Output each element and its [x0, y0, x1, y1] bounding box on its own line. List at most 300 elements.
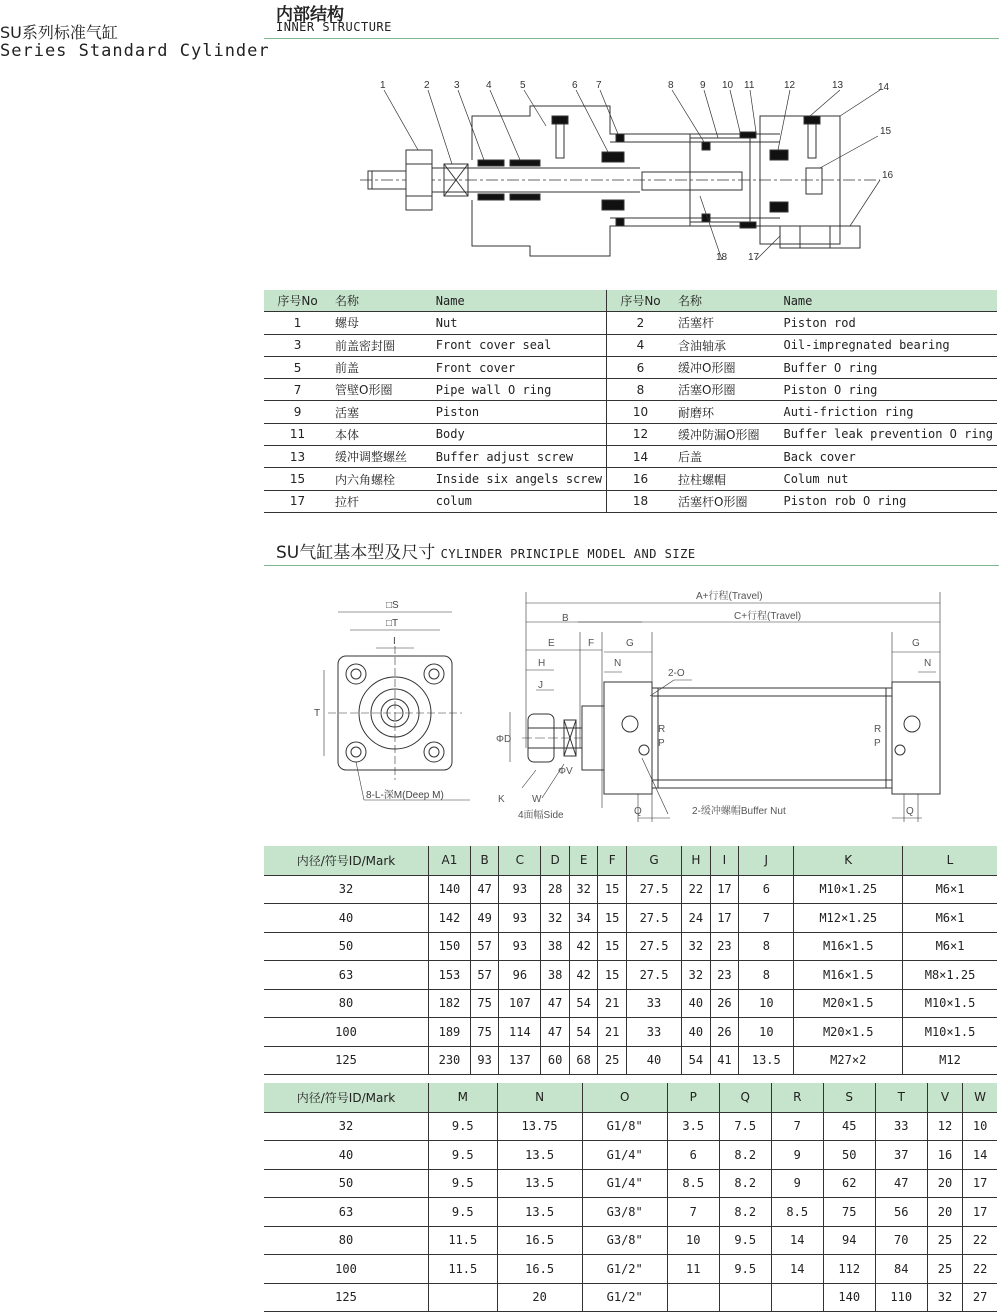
dims-value-cell: 33 [626, 989, 681, 1018]
dims-value-cell: 47 [541, 1018, 570, 1047]
dims-header-cell: D [541, 846, 570, 875]
inner-structure-title: 内部结构 [276, 5, 344, 25]
dimension-table-2 [264, 1083, 997, 1312]
dims-value-cell: 54 [569, 989, 598, 1018]
dims-value-cell: 70 [875, 1226, 927, 1255]
dims-value-cell: 42 [569, 932, 598, 961]
dims-row [264, 875, 997, 904]
part-number: 8 [606, 379, 674, 401]
dims-header-cell: S [823, 1083, 875, 1112]
dims-value-cell: 21 [598, 989, 627, 1018]
dims-value-cell: 10 [739, 989, 794, 1018]
callout-1: 1 [380, 80, 386, 91]
header-no: 序号No [606, 290, 674, 312]
bore-id-cell: 63 [264, 1198, 429, 1227]
dims-value-cell: 7.5 [719, 1112, 771, 1141]
part-number: 6 [606, 356, 674, 378]
dims-header-cell: K [794, 846, 903, 875]
dims-value-cell: 38 [541, 961, 570, 990]
bore-id-cell: 100 [264, 1018, 429, 1047]
label-P2: P [874, 738, 881, 749]
dims-row [264, 1018, 997, 1047]
dims-value-cell: 110 [875, 1283, 927, 1312]
callout-9: 9 [700, 80, 706, 91]
dims-value-cell: 8 [739, 932, 794, 961]
dims-value-cell: 25 [927, 1255, 962, 1284]
dims-value-cell: 107 [499, 989, 541, 1018]
part-name-en: Body [432, 423, 607, 445]
part-name-en: Colum nut [779, 468, 997, 490]
dims-value-cell: 15 [598, 904, 627, 933]
part-number: 11 [264, 423, 331, 445]
dims-value-cell: 14 [963, 1141, 997, 1170]
bore-id-cell: 63 [264, 961, 429, 990]
part-name-en: Back cover [779, 446, 997, 468]
part-number: 17 [264, 490, 331, 512]
dims-header-cell: W [963, 1083, 997, 1112]
part-name-en: Piston [432, 401, 607, 423]
part-name-en: Piston O ring [779, 379, 997, 401]
model-title-cn: SU气缸基本型及尺寸 [276, 543, 436, 563]
part-name-en: Piston rob O ring [779, 490, 997, 512]
dims-value-cell: 25 [927, 1226, 962, 1255]
dims-header-cell: B [470, 846, 499, 875]
dims-value-cell: 8.5 [667, 1169, 719, 1198]
callout-4: 4 [486, 80, 492, 91]
dims-header-cell: T [875, 1083, 927, 1112]
dims-header-cell: A1 [429, 846, 471, 875]
dims-value-cell: M6×1 [903, 932, 997, 961]
dims-value-cell: 142 [429, 904, 471, 933]
dims-value-cell: 32 [682, 961, 711, 990]
dims-value-cell: 15 [598, 875, 627, 904]
label-J: J [538, 680, 543, 691]
part-name-en: Front cover [432, 356, 607, 378]
dims-value-cell: 93 [499, 875, 541, 904]
inner-structure-diagram [360, 76, 920, 272]
part-name-cn: 内六角螺栓 [331, 468, 432, 490]
dims-header-cell: I [710, 846, 739, 875]
dims-header-cell: J [739, 846, 794, 875]
dims-value-cell: 9 [771, 1169, 823, 1198]
label-C-travel: C+行程(Travel) [734, 611, 802, 622]
dims-value-cell: 6 [739, 875, 794, 904]
part-number: 18 [606, 490, 674, 512]
callout-3: 3 [454, 80, 460, 91]
dims-value-cell: 7 [739, 904, 794, 933]
dims-value-cell: M16×1.5 [794, 932, 903, 961]
part-name-en: colum [432, 490, 607, 512]
callout-numbers [380, 80, 894, 263]
dims-value-cell: G1/8" [582, 1112, 667, 1141]
dims-row [264, 1112, 997, 1141]
label-R2: R [874, 724, 882, 735]
dims-value-cell: 11 [667, 1255, 719, 1284]
dims-header-cell: Q [719, 1083, 771, 1112]
dims-value-cell: 27.5 [626, 961, 681, 990]
part-name-cn: 活塞杆 [674, 312, 779, 334]
dims-value-cell: 50 [823, 1141, 875, 1170]
part-name-en: Pipe wall O ring [432, 379, 607, 401]
dims-value-cell: 26 [710, 1018, 739, 1047]
callout-8: 8 [668, 80, 674, 91]
part-name-cn: 活塞O形圈 [674, 379, 779, 401]
part-name-cn: 缓冲防漏O形圈 [674, 423, 779, 445]
dims-value-cell: 189 [429, 1018, 471, 1047]
header-en: Name [432, 290, 607, 312]
dims-value-cell: G1/4" [582, 1141, 667, 1170]
dims-value-cell: 140 [823, 1283, 875, 1312]
part-number: 16 [606, 468, 674, 490]
dims-value-cell: M27×2 [794, 1046, 903, 1075]
part-number: 2 [606, 312, 674, 334]
dims-row [264, 1226, 997, 1255]
parts-row [264, 379, 997, 401]
dims-header-cell: 内径/符号ID/Mark [264, 1083, 429, 1112]
bore-id-cell: 80 [264, 1226, 429, 1255]
dims-value-cell: 27.5 [626, 932, 681, 961]
dims-value-cell: 32 [569, 875, 598, 904]
header-no: 序号No [264, 290, 331, 312]
dims-value-cell: G1/2" [582, 1283, 667, 1312]
side-view-diagram [492, 588, 948, 828]
dims-value-cell: 13.5 [497, 1169, 582, 1198]
parts-row [264, 468, 997, 490]
dims-value-cell: 47 [875, 1169, 927, 1198]
dims-value-cell: 47 [541, 989, 570, 1018]
dims-value-cell: 47 [470, 875, 499, 904]
part-name-cn: 缓冲调整螺丝 [331, 446, 432, 468]
dims-value-cell: M8×1.25 [903, 961, 997, 990]
dims-value-cell: M12×1.25 [794, 904, 903, 933]
part-name-en: Nut [432, 312, 607, 334]
dims-value-cell: G3/8" [582, 1198, 667, 1227]
part-name-cn: 拉杆 [331, 490, 432, 512]
dims-value-cell: 8.2 [719, 1141, 771, 1170]
dims-header-cell: R [771, 1083, 823, 1112]
dims-value-cell: 27.5 [626, 875, 681, 904]
dims-value-cell: 40 [682, 1018, 711, 1047]
dims-value-cell: 33 [875, 1112, 927, 1141]
dims-value-cell: M6×1 [903, 875, 997, 904]
dims-value-cell: G1/2" [582, 1255, 667, 1284]
callout-6: 6 [572, 80, 578, 91]
part-number: 15 [264, 468, 331, 490]
dims-header-cell: H [682, 846, 711, 875]
bore-id-cell: 50 [264, 1169, 429, 1198]
dims-value-cell: 84 [875, 1255, 927, 1284]
parts-row [264, 356, 997, 378]
dims-header-cell: G [626, 846, 681, 875]
dims-value-cell: 32 [927, 1283, 962, 1312]
dims-value-cell: 10 [739, 1018, 794, 1047]
parts-row [264, 490, 997, 512]
part-number: 9 [264, 401, 331, 423]
parts-row [264, 401, 997, 423]
dims-value-cell: 27.5 [626, 904, 681, 933]
dims-value-cell [429, 1283, 498, 1312]
header-en: Name [779, 290, 997, 312]
part-name-cn: 缓冲O形圈 [674, 356, 779, 378]
label-Q: Q [634, 806, 642, 817]
dims-value-cell: 94 [823, 1226, 875, 1255]
dims-value-cell: 23 [710, 932, 739, 961]
callout-7: 7 [596, 80, 602, 91]
dims-value-cell: 26 [710, 989, 739, 1018]
label-N: N [614, 658, 622, 669]
dims-value-cell: 17 [710, 904, 739, 933]
dims-value-cell: 9.5 [719, 1226, 771, 1255]
dims-value-cell: M20×1.5 [794, 989, 903, 1018]
part-name-cn: 拉柱螺帽 [674, 468, 779, 490]
part-name-en: Buffer adjust screw [432, 446, 607, 468]
dims-value-cell: 75 [470, 989, 499, 1018]
dims-value-cell: 15 [598, 932, 627, 961]
callout-15: 15 [880, 126, 892, 137]
dims-value-cell: G1/4" [582, 1169, 667, 1198]
dims-value-cell: 42 [569, 961, 598, 990]
dims-header-row [264, 1083, 997, 1112]
part-number: 13 [264, 446, 331, 468]
dims-value-cell: 28 [541, 875, 570, 904]
dims-value-cell: 17 [963, 1169, 997, 1198]
bore-id-cell: 32 [264, 1112, 429, 1141]
dims-value-cell: 49 [470, 904, 499, 933]
part-name-en: Buffer O ring [779, 356, 997, 378]
part-number: 12 [606, 423, 674, 445]
part-name-cn: 活塞杆O形圈 [674, 490, 779, 512]
dims-value-cell: 45 [823, 1112, 875, 1141]
dims-value-cell: 14 [771, 1255, 823, 1284]
label-A-travel: A+行程(Travel) [696, 591, 763, 602]
bore-id-cell: 125 [264, 1046, 429, 1075]
label-G: G [626, 638, 634, 649]
parts-row [264, 312, 997, 334]
dims-value-cell: 137 [499, 1046, 541, 1075]
dims-row [264, 1255, 997, 1284]
part-name-cn: 含油轴承 [674, 334, 779, 356]
dims-value-cell: 14 [771, 1226, 823, 1255]
label-deep: 8-L-深M(Deep M) [366, 790, 444, 801]
dims-value-cell: 7 [771, 1112, 823, 1141]
model-title-en: CYLINDER PRINCIPLE MODEL AND SIZE [440, 547, 696, 561]
dims-value-cell: 16.5 [497, 1255, 582, 1284]
dims-value-cell: 15 [598, 961, 627, 990]
dims-row [264, 1283, 997, 1312]
dims-value-cell: 16.5 [497, 1226, 582, 1255]
dims-value-cell: 16 [927, 1141, 962, 1170]
label-B: B [562, 613, 569, 624]
bore-id-cell: 50 [264, 932, 429, 961]
dims-row [264, 1141, 997, 1170]
dims-value-cell: 41 [710, 1046, 739, 1075]
callout-16: 16 [882, 170, 894, 181]
dims-value-cell: 32 [682, 932, 711, 961]
part-name-cn: 管壁O形圈 [331, 379, 432, 401]
part-number: 4 [606, 334, 674, 356]
label-I: I [393, 636, 396, 647]
dims-value-cell: 17 [963, 1198, 997, 1227]
dims-value-cell: 33 [626, 1018, 681, 1047]
dims-value-cell: 40 [682, 989, 711, 1018]
model-title [276, 538, 696, 563]
label-R: R [658, 724, 666, 735]
dims-value-cell: 13.75 [497, 1112, 582, 1141]
dims-value-cell: 75 [470, 1018, 499, 1047]
header-cn: 名称 [674, 290, 779, 312]
inner-structure-subtitle: INNER STRUCTURE [276, 20, 392, 34]
dims-header-cell: O [582, 1083, 667, 1112]
dims-header-cell: M [429, 1083, 498, 1112]
label-P: P [658, 738, 665, 749]
bore-id-cell: 32 [264, 875, 429, 904]
label-side: 4面幅Side [518, 810, 564, 821]
bore-id-cell: 80 [264, 989, 429, 1018]
dims-value-cell: 23 [710, 961, 739, 990]
dims-row [264, 1198, 997, 1227]
dims-value-cell: 230 [429, 1046, 471, 1075]
dims-value-cell: 9.5 [719, 1255, 771, 1284]
parts-row [264, 446, 997, 468]
dims-value-cell: 57 [470, 932, 499, 961]
part-name-cn: 前盖密封圈 [331, 334, 432, 356]
label-2-O: 2-O [668, 668, 685, 679]
dims-value-cell: 150 [429, 932, 471, 961]
dims-value-cell: 8 [739, 961, 794, 990]
dims-value-cell: 3.5 [667, 1112, 719, 1141]
dims-value-cell: 12 [927, 1112, 962, 1141]
dims-value-cell: M12 [903, 1046, 997, 1075]
dims-value-cell [667, 1283, 719, 1312]
dims-value-cell: M6×1 [903, 904, 997, 933]
dims-row [264, 904, 997, 933]
part-number: 5 [264, 356, 331, 378]
part-name-cn: 耐磨环 [674, 401, 779, 423]
dims-value-cell: 93 [470, 1046, 499, 1075]
callout-18: 18 [716, 252, 728, 263]
part-name-en: Auti-friction ring [779, 401, 997, 423]
dims-value-cell: 22 [682, 875, 711, 904]
dims-value-cell: 96 [499, 961, 541, 990]
dims-value-cell: 17 [710, 875, 739, 904]
dims-value-cell: 22 [963, 1226, 997, 1255]
dims-row [264, 989, 997, 1018]
dims-value-cell: 10 [963, 1112, 997, 1141]
callout-11: 11 [744, 80, 755, 91]
series-title-cn: SU系列标准气缸 [0, 23, 118, 42]
dims-value-cell: 62 [823, 1169, 875, 1198]
dims-header-cell: N [497, 1083, 582, 1112]
label-V: ΦV [558, 766, 573, 777]
dims-value-cell: 20 [927, 1169, 962, 1198]
dims-value-cell: 20 [497, 1283, 582, 1312]
part-number: 10 [606, 401, 674, 423]
dims-value-cell: 11.5 [429, 1226, 498, 1255]
dims-value-cell: 93 [499, 904, 541, 933]
dims-value-cell: 13.5 [497, 1198, 582, 1227]
dims-value-cell: 13.5 [497, 1141, 582, 1170]
parts-row [264, 423, 997, 445]
dims-value-cell: 9.5 [429, 1198, 498, 1227]
parts-row [264, 334, 997, 356]
part-number: 3 [264, 334, 331, 356]
label-E: E [548, 638, 555, 649]
series-title-en: Series Standard Cylinder [0, 41, 270, 61]
label-Q2: Q [906, 806, 914, 817]
dims-value-cell: 9.5 [429, 1112, 498, 1141]
dims-value-cell: 9.5 [429, 1141, 498, 1170]
dims-value-cell: 56 [875, 1198, 927, 1227]
dims-value-cell: 21 [598, 1018, 627, 1047]
dims-header-cell: 内径/符号ID/Mark [264, 846, 429, 875]
dims-row [264, 961, 997, 990]
dimension-table-1 [264, 846, 997, 1075]
dims-row [264, 1169, 997, 1198]
dims-header-cell: L [903, 846, 997, 875]
part-name-cn: 活塞 [331, 401, 432, 423]
dims-value-cell: 140 [429, 875, 471, 904]
dims-value-cell: 38 [541, 932, 570, 961]
dims-value-cell: 54 [682, 1046, 711, 1075]
label-K: K [498, 794, 505, 805]
dims-value-cell: 6 [667, 1141, 719, 1170]
part-name-en: Inside six angels screw [432, 468, 607, 490]
callout-2: 2 [424, 80, 430, 91]
label-buffer-nut: 2-缓冲螺帽Buffer Nut [692, 806, 786, 817]
dims-value-cell: 93 [499, 932, 541, 961]
dims-value-cell: 9 [771, 1141, 823, 1170]
dims-value-cell [719, 1283, 771, 1312]
dims-value-cell [771, 1283, 823, 1312]
dims-value-cell: M10×1.25 [794, 875, 903, 904]
dims-value-cell: 10 [667, 1226, 719, 1255]
bore-id-cell: 100 [264, 1255, 429, 1284]
part-number: 7 [264, 379, 331, 401]
dims-value-cell: 114 [499, 1018, 541, 1047]
dims-value-cell: 13.5 [739, 1046, 794, 1075]
dims-value-cell: M20×1.5 [794, 1018, 903, 1047]
dims-value-cell: 8.2 [719, 1198, 771, 1227]
dims-header-cell: P [667, 1083, 719, 1112]
section-divider [264, 38, 999, 39]
label-G2: G [912, 638, 920, 649]
section-divider [264, 565, 999, 566]
callout-5: 5 [520, 80, 526, 91]
label-F: F [588, 638, 595, 649]
label-T-side: T [314, 708, 321, 719]
dims-value-cell: G3/8" [582, 1226, 667, 1255]
dims-row [264, 932, 997, 961]
header-cn: 名称 [331, 290, 432, 312]
callout-14: 14 [878, 82, 890, 93]
dims-value-cell: 8.5 [771, 1198, 823, 1227]
callout-10: 10 [722, 80, 734, 91]
dims-header-cell: C [499, 846, 541, 875]
dims-value-cell: M16×1.5 [794, 961, 903, 990]
dims-value-cell: M10×1.5 [903, 989, 997, 1018]
bore-id-cell: 40 [264, 1141, 429, 1170]
dims-header-cell: V [927, 1083, 962, 1112]
part-number: 14 [606, 446, 674, 468]
parts-table [264, 290, 997, 513]
label-S: □S [386, 600, 399, 611]
part-name-cn: 后盖 [674, 446, 779, 468]
callout-13: 13 [832, 80, 844, 91]
dims-row [264, 1046, 997, 1075]
label-T: □T [386, 618, 399, 629]
dims-value-cell: 153 [429, 961, 471, 990]
dims-value-cell: 22 [963, 1255, 997, 1284]
